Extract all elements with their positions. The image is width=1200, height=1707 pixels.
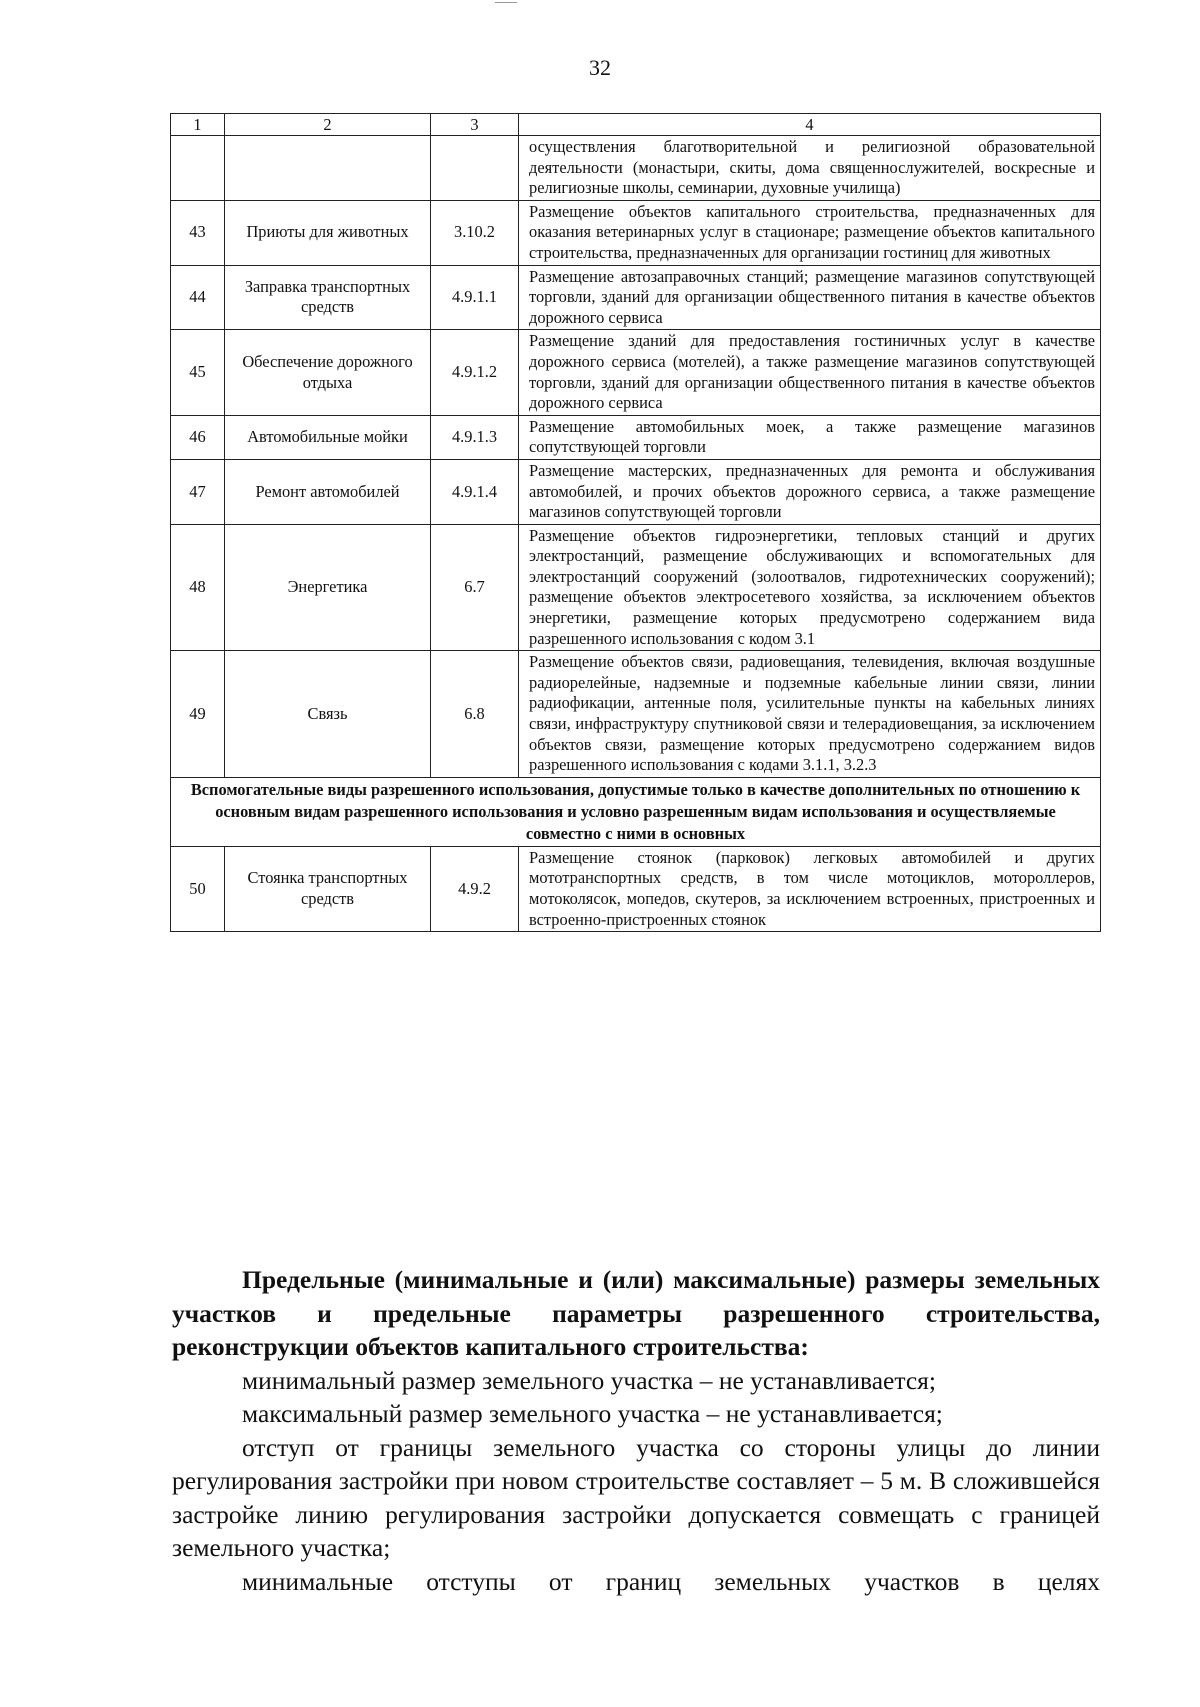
use-type-name — [225, 136, 431, 201]
row-number: 48 — [171, 524, 225, 651]
table-row — [171, 846, 1101, 931]
table-row — [171, 415, 1101, 459]
auxiliary-uses-title: Вспомогательные виды разрешенного использования, допустимые только в качестве дополнительных по отношению к основным видам разрешенного использования и условно разрешенным видам использования и осуществляемые совместно с ними в основных — [171, 777, 1101, 846]
use-type-name: Приюты для животных — [225, 200, 431, 265]
use-type-name: Автомобильные мойки — [225, 415, 431, 459]
row-number: 47 — [171, 459, 225, 524]
table-row — [171, 459, 1101, 524]
use-type-description: Размещение объектов гидроэнергетики, тепловых станций и других электростанций, размещение обслуживающих и вспомогательных для электростанций сооружений (золоотвалов, гидротехнических сооружений); размещение объектов электросетевого хозяйства, за исключением объектов энергетики, размещение которых предусмотрено содержанием вида разрешенного использования с кодом 3.1 — [519, 524, 1101, 651]
use-type-name: Стоянка транспортных средств — [225, 846, 431, 931]
table-row — [171, 651, 1101, 778]
header-col-1: 1 — [171, 114, 225, 136]
header-col-3: 3 — [431, 114, 519, 136]
use-type-code: 4.9.1.2 — [431, 330, 519, 415]
max-size-paragraph: максимальный размер земельного участка – не устанавливается; — [242, 1399, 943, 1428]
use-type-description: Размещение автозаправочных станций; размещение магазинов сопутствующей торговли, зданий для организации общественного питания в качестве объектов дорожного сервиса — [519, 265, 1101, 330]
table-row — [171, 524, 1101, 651]
header-col-2: 2 — [225, 114, 431, 136]
use-type-code: 4.9.2 — [431, 846, 519, 931]
use-type-description: Размещение зданий для предоставления гостиничных услуг в качестве дорожного сервиса (мотелей), а также размещение магазинов сопутствующей торговли, зданий для организации общественного питания в качестве объектов дорожного сервиса — [519, 330, 1101, 415]
table-row — [171, 330, 1101, 415]
use-type-code — [431, 136, 519, 201]
header-col-4: 4 — [519, 114, 1101, 136]
use-type-code: 4.9.1.3 — [431, 415, 519, 459]
use-type-description: Размещение объектов капитального строительства, предназначенных для оказания ветеринарных услуг в стационаре; размещение объектов капитального строительства, предназначенных для организации гостиниц для животных — [519, 200, 1101, 265]
row-number: 50 — [171, 846, 225, 931]
min-size-paragraph: минимальный размер земельного участка – не устанавливается; — [242, 1365, 936, 1395]
use-type-code: 6.8 — [431, 651, 519, 778]
land-use-table — [170, 113, 1101, 932]
use-type-description: осуществления благотворительной и религиозной образовательной деятельности (монастыри, скиты, дома священнослужителей, воскресные и религиозные школы, семинарии, духовные училища) — [519, 136, 1101, 201]
use-type-description: Размещение автомобильных моек, а также размещение магазинов сопутствующей торговли — [519, 415, 1101, 459]
use-type-code: 6.7 — [431, 524, 519, 651]
use-type-name: Обеспечение дорожного отдыха — [225, 330, 431, 415]
use-type-code: 4.9.1.4 — [431, 459, 519, 524]
scan-mark — [495, 2, 517, 3]
use-type-name: Ремонт автомобилей — [225, 459, 431, 524]
use-type-code: 4.9.1.1 — [431, 265, 519, 330]
row-number: 46 — [171, 415, 225, 459]
section-header-row — [171, 777, 1101, 846]
row-number: 49 — [171, 651, 225, 778]
use-type-name: Энергетика — [225, 524, 431, 651]
table-row — [171, 200, 1101, 265]
parameters-heading: Предельные (минимальные и (или) максимальные) размеры земельных участков и предельные параметры разрешенного строительства, реконструкции объектов капитального строительства: — [172, 1265, 1100, 1361]
page-number: 32 — [589, 55, 611, 80]
table-row — [171, 136, 1101, 201]
use-type-description: Размещение мастерских, предназначенных для ремонта и обслуживания автомобилей, и прочих объектов дорожного сервиса, а также размещение магазинов сопутствующей торговли — [519, 459, 1101, 524]
row-number: 44 — [171, 265, 225, 330]
street-setback-paragraph: отступ от границы земельного участка со стороны улицы до линии регулирования застройки при новом строительстве составляет – 5 м. В сложившейся застройке линию регулирования застройки допускается совмещать с границей земельного участка; — [172, 1432, 1100, 1562]
row-number: 45 — [171, 330, 225, 415]
use-type-code: 3.10.2 — [431, 200, 519, 265]
use-type-description: Размещение объектов связи, радиовещания, телевидения, включая воздушные радиорелейные, надземные и подземные кабельные линии связи, линии радиофикации, антенные поля, усилительные пункты на кабельных линиях связи, инфраструктуру спутниковой связи и телерадиовещания, за исключением объектов связи, размещение которых предусмотрено содержанием видов разрешенного использования с кодами 3.1.1, 3.2.3 — [519, 651, 1101, 778]
row-number — [171, 136, 225, 201]
use-type-name: Связь — [225, 651, 431, 778]
row-number: 43 — [171, 200, 225, 265]
table-header-row — [171, 114, 1101, 136]
land-parameters-section — [172, 1263, 1100, 1598]
use-type-name: Заправка транспортных средств — [225, 265, 431, 330]
use-type-description: Размещение стоянок (парковок) легковых автомобилей и других мототранспортных средств, в том числе мотоциклов, мотороллеров, мотоколясок, мопедов, скутеров, за исключением встроенных, пристроенных и встроенно-пристроенных стоянок — [519, 846, 1101, 931]
table-row — [171, 265, 1101, 330]
min-setbacks-paragraph: минимальные отступы от границ земельных участков в целях — [242, 1566, 1100, 1596]
